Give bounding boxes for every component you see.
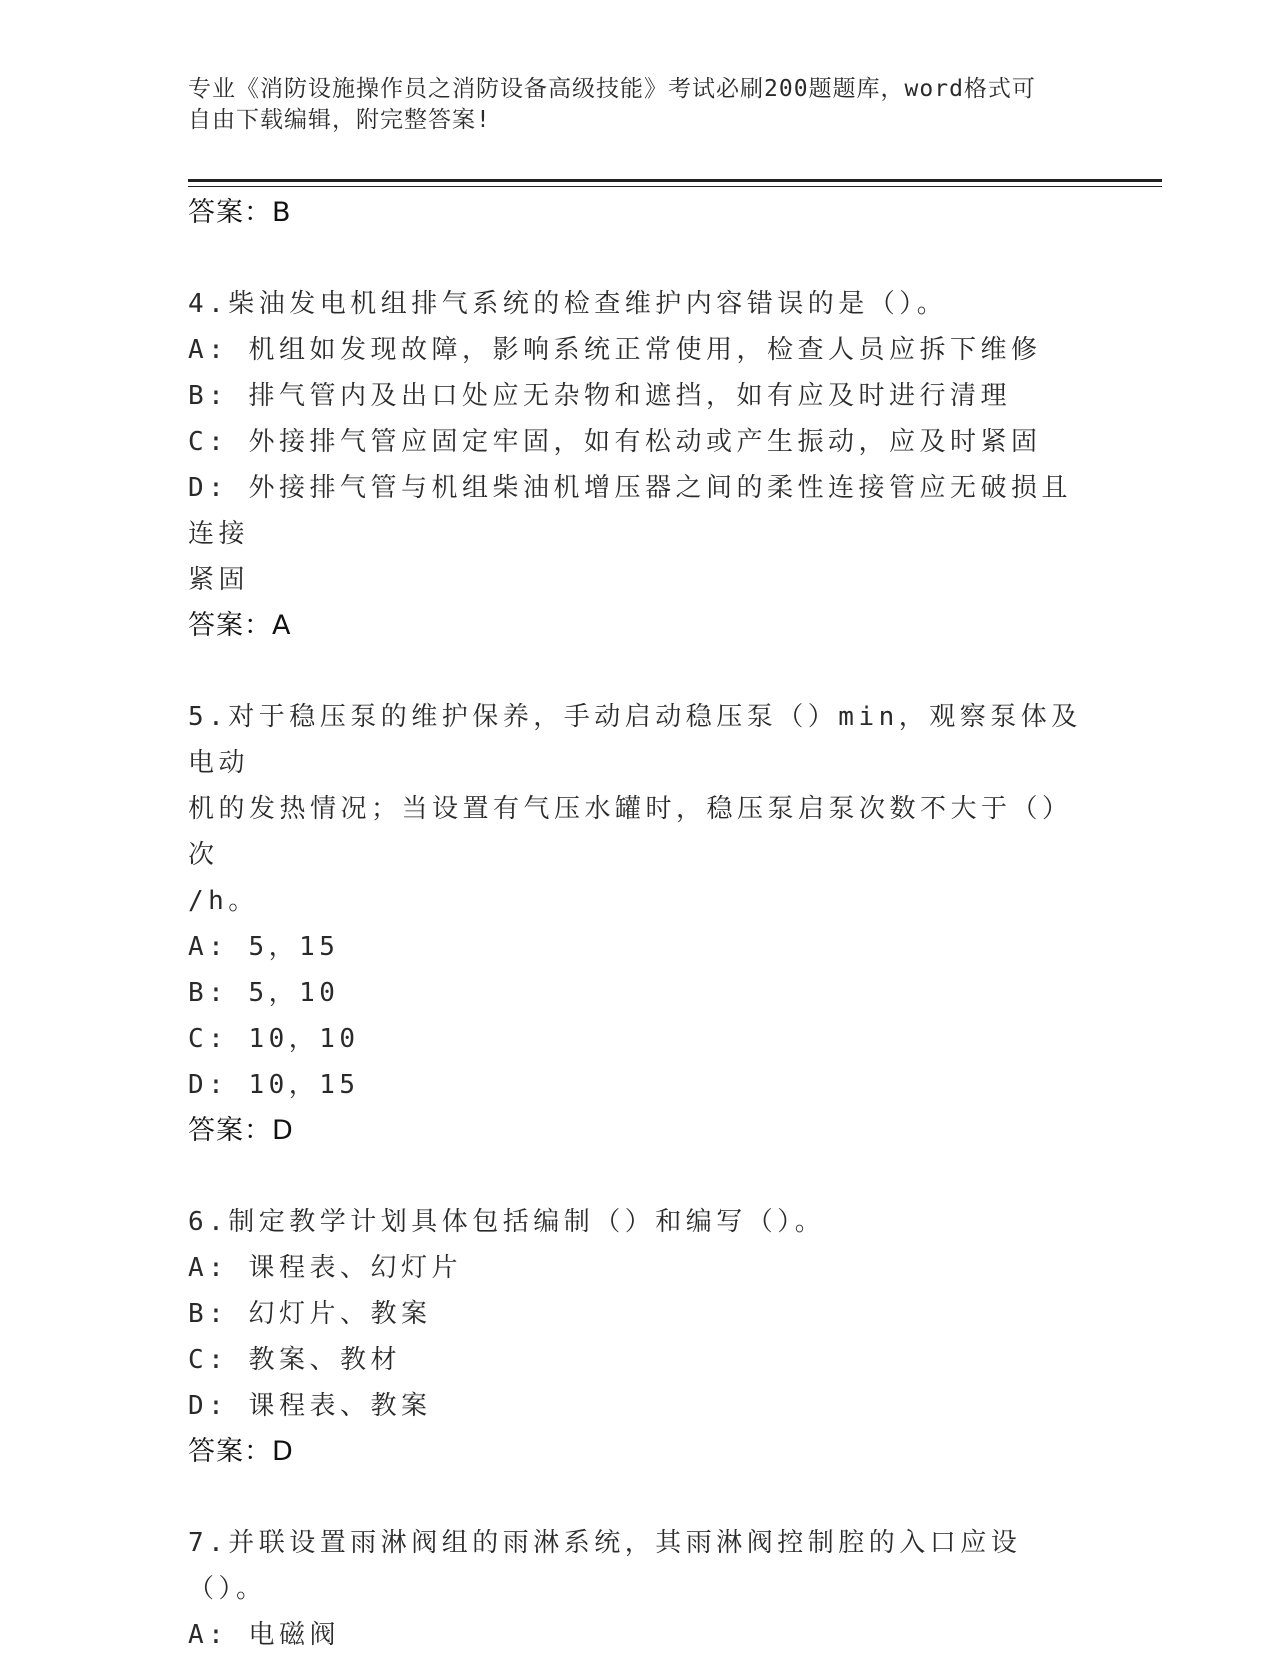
- question-7: [188, 1520, 1088, 1658]
- question-stem: 6.制定教学计划具体包括编制（）和编写（）。: [188, 1207, 826, 1237]
- question-4: [188, 281, 1088, 649]
- question-stem-continued: 机的发热情况；当设置有气压水罐时，稳压泵启泵次数不大于（）次: [188, 794, 1073, 870]
- option-c: C: 外接排气管应固定牢固，如有松动或产生振动，应及时紧固: [188, 427, 1042, 457]
- option-a: A: 机组如发现故障，影响系统正常使用，检查人员应拆下维修: [188, 335, 1042, 365]
- question-content: [188, 190, 1088, 1658]
- option-b: B: 幻灯片、教案: [188, 1299, 432, 1329]
- option-d-continued: 紧固: [188, 565, 250, 595]
- header-rule-thin: [188, 186, 1162, 187]
- option-a: A: 5，15: [188, 932, 340, 962]
- question-5: [188, 694, 1088, 1154]
- option-d: D: 10，15: [188, 1070, 360, 1100]
- option-c: C: 10，10: [188, 1024, 360, 1054]
- option-d: D: 外接排气管与机组柴油机增压器之间的柔性连接管应无破损且连接: [188, 473, 1072, 549]
- answer-q5: 答案：D: [188, 1115, 294, 1146]
- question-stem: 7.并联设置雨淋阀组的雨淋系统，其雨淋阀控制腔的入口应设（）。: [188, 1528, 1022, 1604]
- answer-q4: 答案：A: [188, 610, 292, 641]
- question-stem: 4.柴油发电机组排气系统的检查维护内容错误的是（）。: [188, 289, 948, 319]
- option-b: B: 5，10: [188, 978, 340, 1008]
- question-stem: 5.对于稳压泵的维护保养，手动启动稳压泵（）min，观察泵体及电动: [188, 702, 1082, 778]
- document-header: [188, 74, 1068, 136]
- option-c: C: 教案、教材: [188, 1345, 401, 1375]
- header-line-2: 自由下载编辑，附完整答案!: [188, 107, 491, 133]
- question-stem-continued: /h。: [188, 886, 259, 916]
- option-d: D: 课程表、教案: [188, 1391, 432, 1421]
- header-rule-thick: [188, 179, 1162, 182]
- answer-q3: 答案：B: [188, 197, 292, 228]
- option-b: B: 排气管内及出口处应无杂物和遮挡，如有应及时进行清理: [188, 381, 1011, 411]
- question-6: [188, 1199, 1088, 1475]
- option-a: A: 电磁阀: [188, 1620, 340, 1650]
- header-line-1: 专业《消防设施操作员之消防设备高级技能》考试必刷200题题库，word格式可: [188, 76, 1036, 102]
- answer-q6: 答案：D: [188, 1436, 294, 1467]
- option-a: A: 课程表、幻灯片: [188, 1253, 462, 1283]
